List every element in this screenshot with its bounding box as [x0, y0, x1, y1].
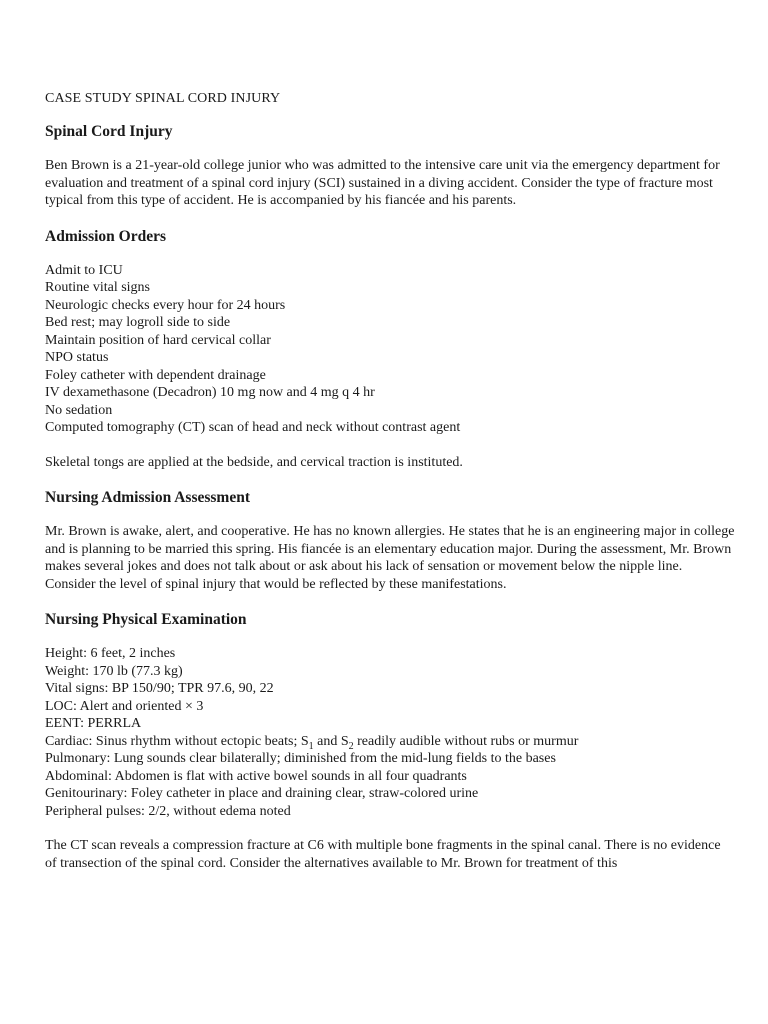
finding-loc: LOC: Alert and oriented × 3	[45, 698, 204, 714]
order-item: IV dexamethasone (Decadron) 10 mg now and 4 mg q 4 hr	[45, 385, 375, 400]
finding-eent: EENT: PERRLA	[45, 716, 142, 731]
order-item: Routine vital signs	[45, 280, 150, 295]
order-item: Foley catheter with dependent drainage	[45, 367, 266, 383]
order-item: Computed tomography (CT) scan of head and neck without contrast agent	[45, 420, 461, 435]
finding-height: Height: 6 feet, 2 inches	[45, 646, 176, 661]
order-item: Neurologic checks every hour for 24 hours	[45, 297, 286, 313]
finding-genitourinary: Genitourinary: Foley catheter in place and draining clear, straw-colored urine	[45, 786, 479, 801]
finding-peripheral-pulses: Peripheral pulses: 2/2, without edema noted	[45, 803, 291, 819]
finding-weight: Weight: 170 lb (77.3 kg)	[45, 663, 183, 679]
s1-subscript: 1	[308, 740, 314, 752]
order-item: Maintain position of hard cervical collar	[45, 332, 271, 348]
cardiac-text-a: Cardiac: Sinus rhythm without ectopic beats; S	[45, 733, 309, 749]
order-item: Bed rest; may logroll side to side	[45, 315, 231, 330]
finding-cardiac	[45, 733, 735, 751]
traction-note: Skeletal tongs are applied at the bedside, and cervical traction is instituted.	[45, 454, 463, 470]
document-title: CASE STUDY SPINAL CORD INJURY	[45, 91, 281, 106]
ct-result-paragraph: The CT scan reveals a compression fracture at C6 with multiple bone fragments in the spinal canal. There is no evidence of transection of the spinal cord. Consider the alternatives available to Mr. Brown for treatment of this	[45, 838, 721, 871]
s2-subscript: 2	[348, 740, 354, 752]
finding-abdominal: Abdominal: Abdomen is flat with active bowel sounds in all four quadrants	[45, 768, 467, 784]
admission-orders-list	[45, 262, 735, 437]
intro-paragraph: Ben Brown is a 21-year-old college junior who was admitted to the intensive care unit via the emergency department for evaluation and treatment of a spinal cord injury (SCI) sustained in a diving accident. Consider the type of fracture most typical from this type of accident. He is accompanied by his fiancée and his parents.	[45, 158, 720, 208]
cardiac-text-b: and S	[313, 733, 349, 749]
order-item: NPO status	[45, 350, 109, 365]
document-page	[45, 90, 735, 889]
finding-pulmonary: Pulmonary: Lung sounds clear bilaterally; diminished from the mid-lung fields to the bases	[45, 751, 556, 766]
cardiac-text-c: readily audible without rubs or murmur	[353, 733, 579, 749]
order-item: Admit to ICU	[45, 262, 123, 278]
section-heading-nursing-admission-assessment: Nursing Admission Assessment	[45, 489, 250, 506]
physical-exam-findings	[45, 645, 735, 820]
finding-vital-signs: Vital signs: BP 150/90; TPR 97.6, 90, 22	[45, 681, 274, 696]
section-heading-spinal-cord-injury: Spinal Cord Injury	[45, 123, 173, 140]
assessment-paragraph: Mr. Brown is awake, alert, and cooperative. He has no known allergies. He states that he is an engineering major in college and is planning to be married this spring. His fiancée is an elementary education major. During the assessment, Mr. Brown makes several jokes and does not talk about or ask about his lack of sensation or movement below the nipple line. Consider the level of spinal injury that would be reflected by these manifestations.	[45, 524, 735, 592]
section-heading-nursing-physical-examination: Nursing Physical Examination	[45, 611, 247, 628]
order-item: No sedation	[45, 402, 113, 418]
section-heading-admission-orders: Admission Orders	[45, 227, 166, 245]
